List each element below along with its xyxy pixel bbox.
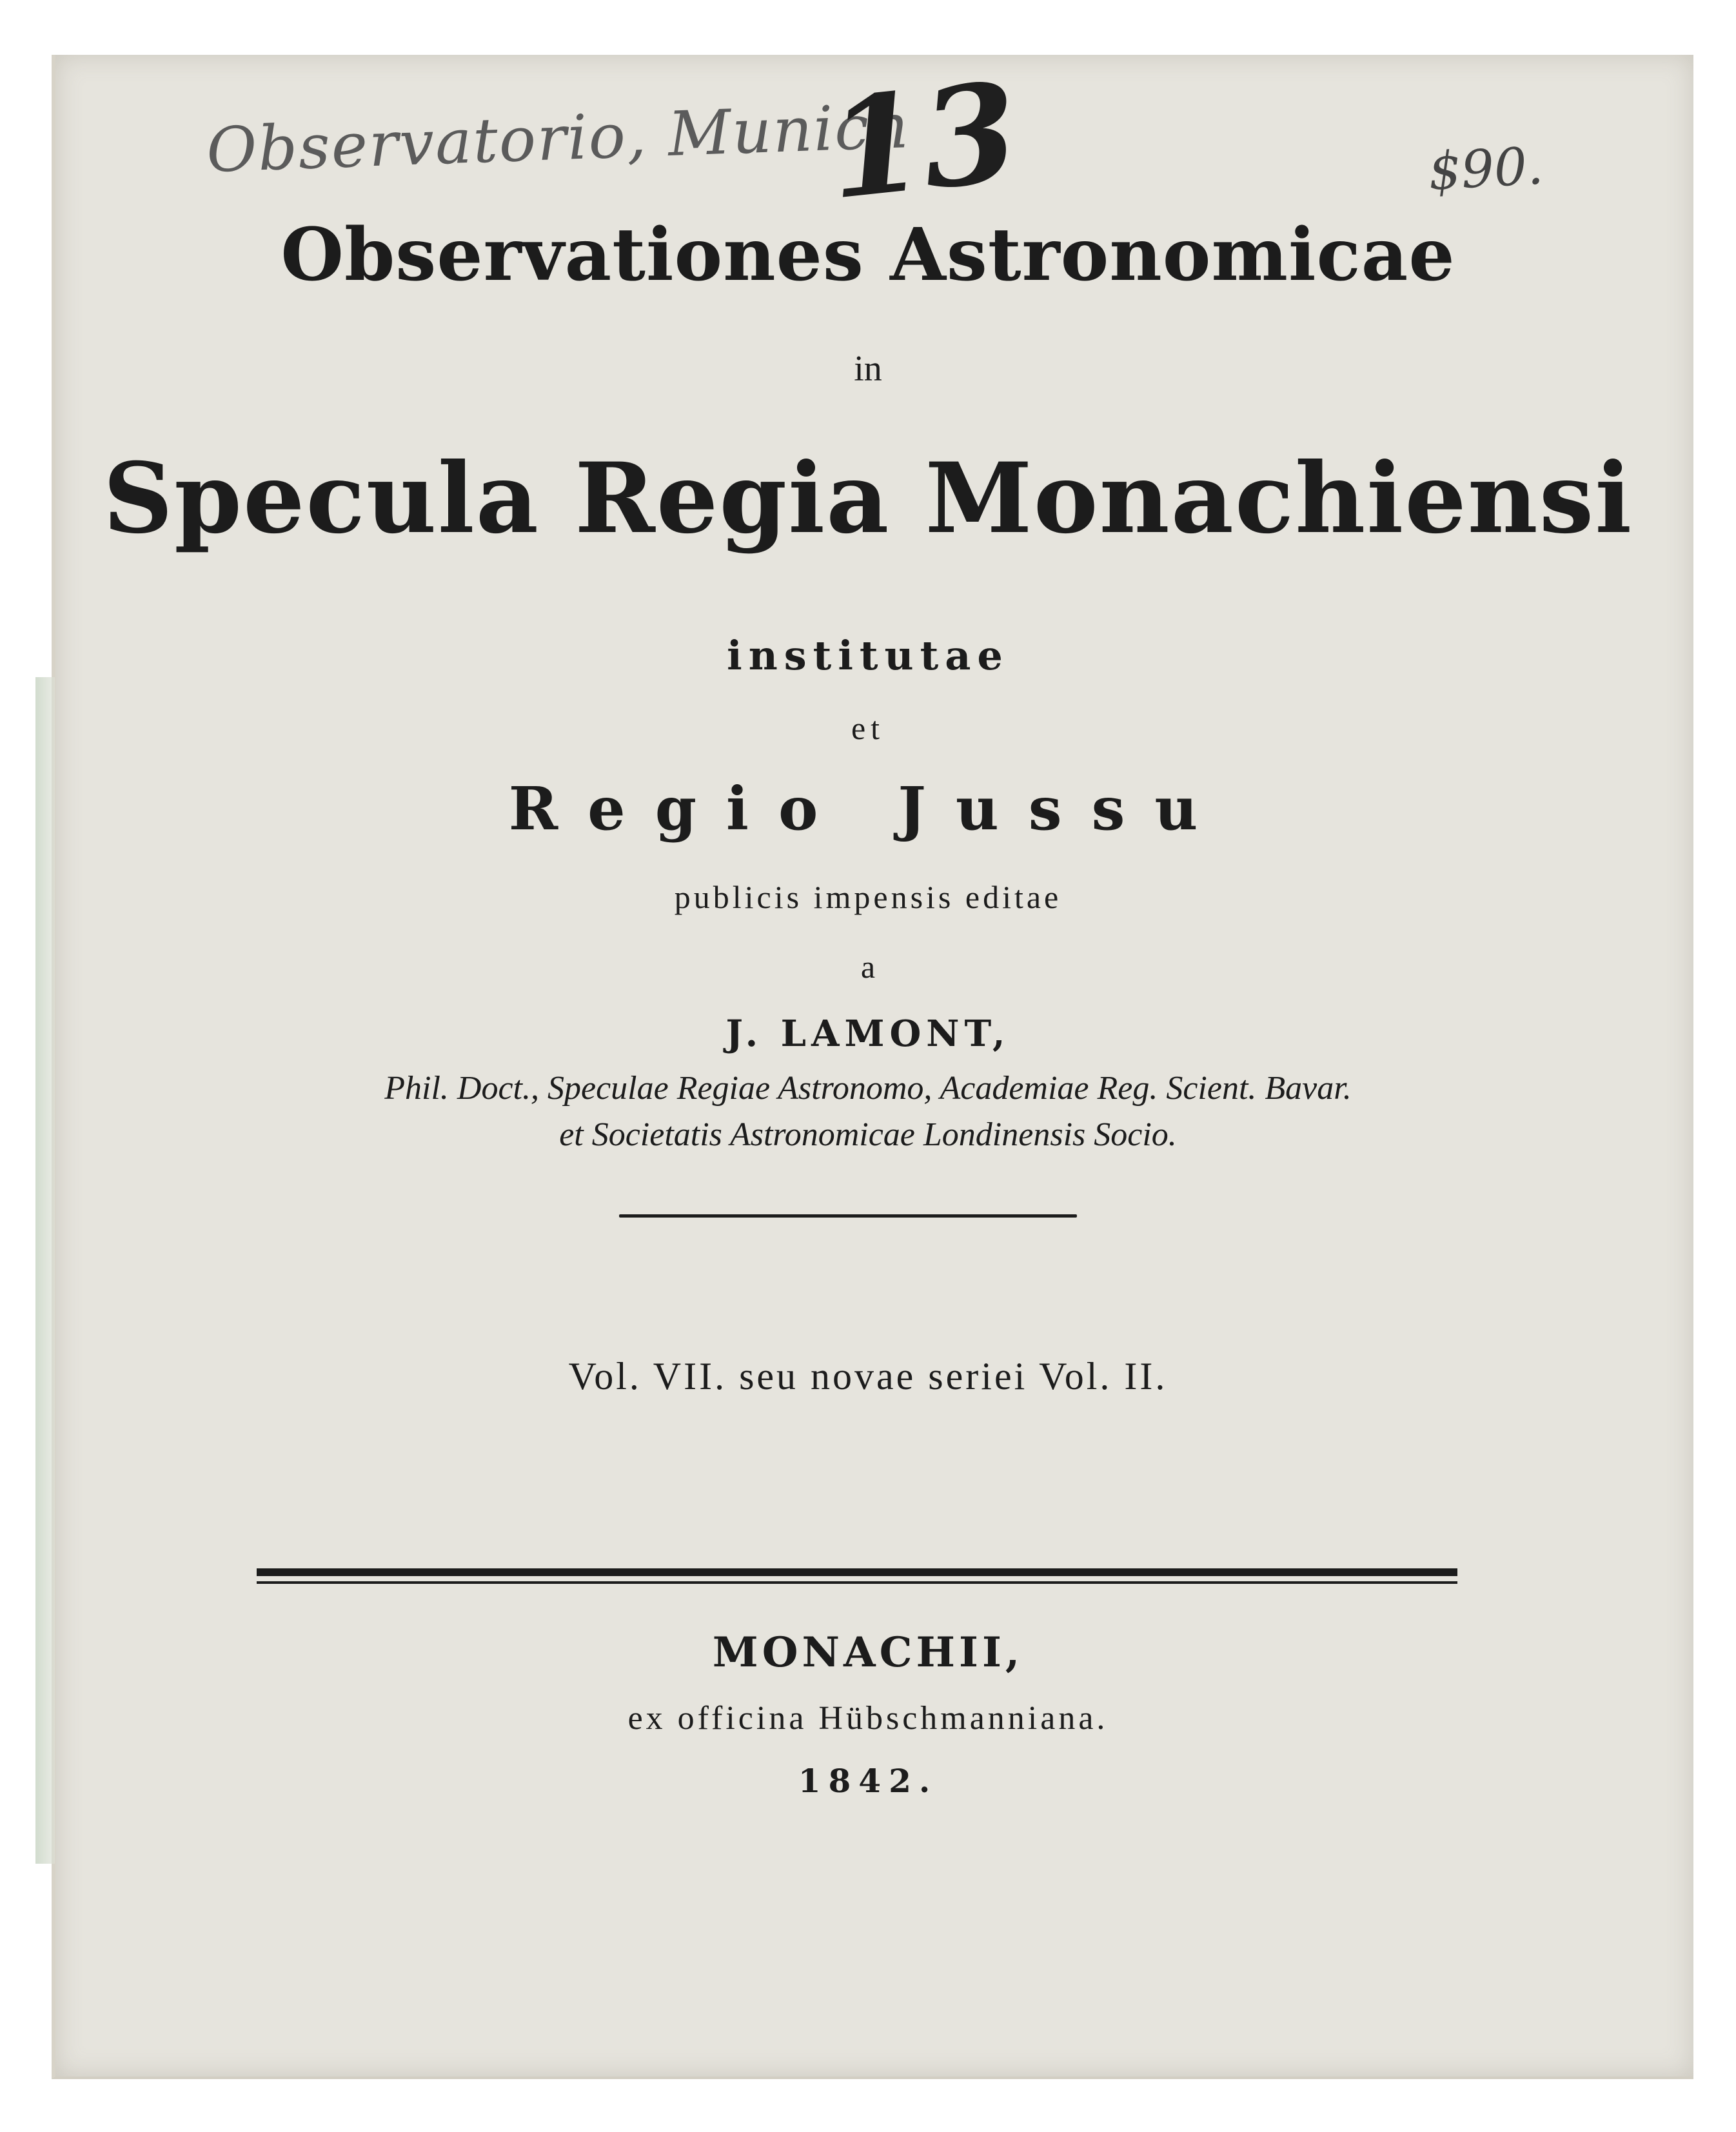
place-title: Specula Regia Monachiensi	[103, 442, 1633, 555]
title-in: in	[854, 349, 882, 389]
divider-rule	[619, 1214, 1077, 1218]
publicis-line: publicis impensis editae	[674, 879, 1062, 915]
double-rule-thin	[257, 1581, 1457, 1584]
handwritten-number: 13	[820, 52, 1025, 230]
handwritten-note: Observatorio, Munich	[205, 90, 912, 187]
volume-line: Vol. VII. seu novae seriei Vol. II.	[568, 1355, 1168, 1397]
handwritten-price: $90.	[1426, 135, 1545, 202]
spine-binding	[35, 677, 55, 1864]
imprint-year: 1842.	[798, 1762, 938, 1800]
main-title: Observationes Astronomicae	[281, 213, 1455, 297]
imprint-city: MONACHII,	[712, 1628, 1024, 1677]
author-name: J. LAMONT,	[725, 1012, 1011, 1055]
author-credentials-1: Phil. Doct., Speculae Regiae Astronomo, Academiae Reg. Scient. Bavar.	[384, 1070, 1352, 1107]
double-rule-thick	[257, 1568, 1457, 1576]
institutae-line: institutae	[727, 632, 1009, 679]
regio-jussu: Regio Jussu	[508, 774, 1228, 844]
imprint-printer: ex officina Hübschmanniana.	[627, 1700, 1109, 1737]
author-credentials-2: et Societatis Astronomicae Londinensis Socio.	[559, 1116, 1177, 1153]
a-line: a	[860, 949, 876, 985]
et-line: et	[851, 710, 885, 746]
